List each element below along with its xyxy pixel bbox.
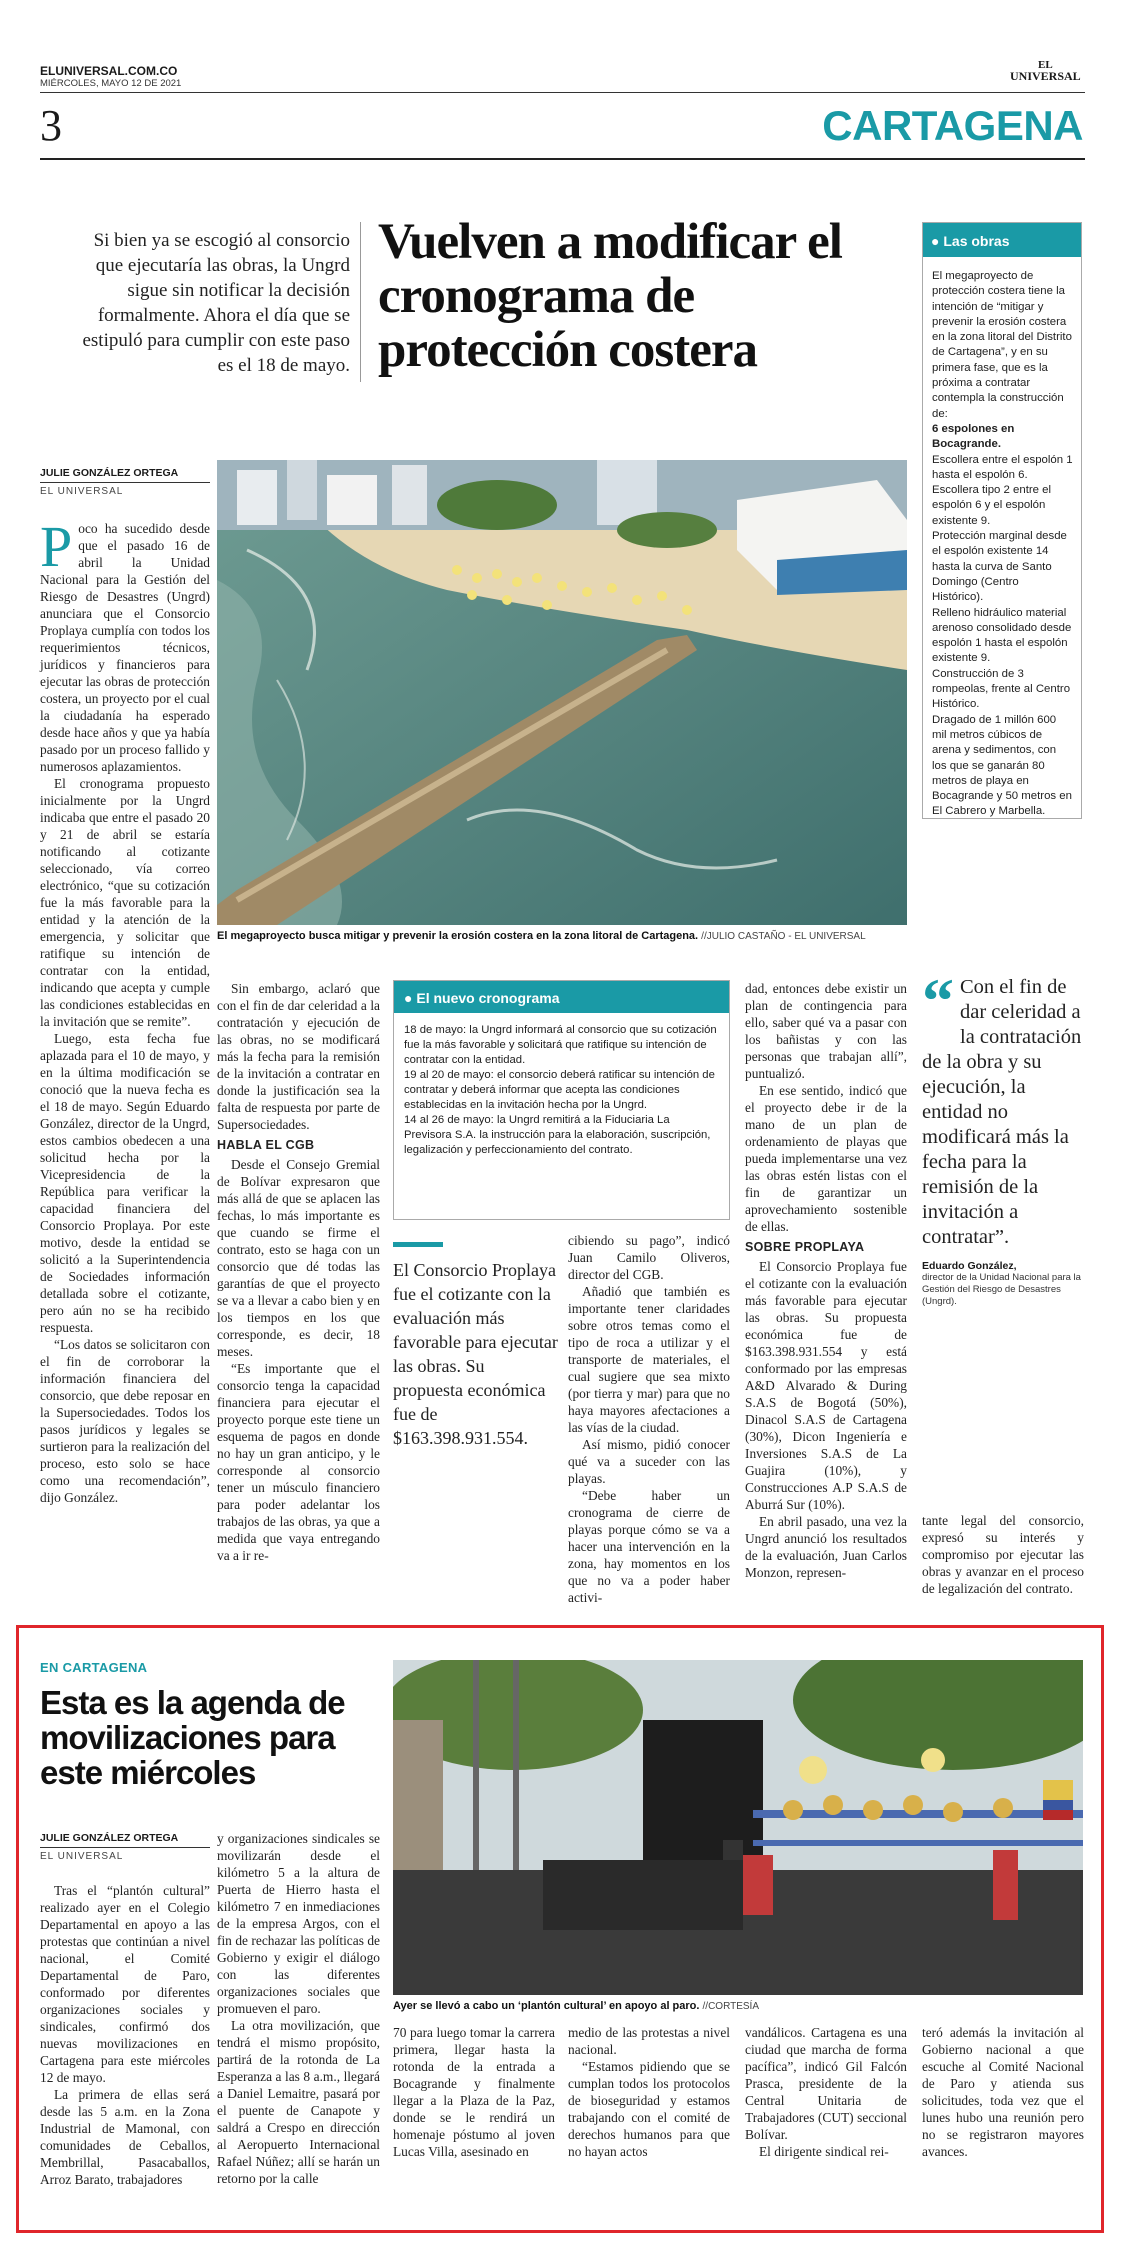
page-number: 3 xyxy=(40,101,62,150)
second-col-5: vandálicos. Cartagena es una ciudad que marcha de forma pacífica”, indicó Gil Falcón Prasca, presidente de la Central Unitaria de Trabajadores (CUT) seccional Bolívar. El dirigente sindical rei- xyxy=(745,2025,907,2159)
quote-author: Eduardo González, xyxy=(922,1260,1017,1272)
main-col-1: Poco ha sucedido desde que el pasado 16 de abril la Unidad Nacional para la Gestión del Riesgo de Desastres (Ungrd) anunciara que el Consorcio Proplaya cumplía con todos los requerimientos técnicos, jurídicos y financieros para ejecutar las obras de protección costera, un proyecto por el cual la ciudadanía ha esperado desde hace años y que ya había pasado por un proceso fallido y numerosos aplazamientos. El cronograma propuesto inicialmente por la Ungrd indicaba que entre el pasado 20 y 21 de abril se estaría notificando al cotizante seleccionado, vía correo electrónico, “que su cotización fue la más favorable para la entidad y la atención de la emergencia, y solicitar que ratifique su intención de contratar con la entidad, indicando que acepta y cumple las condiciones establecidas en la invitación que se remite”. Luego, esta fecha fue aplazada para el 10 de mayo, y en la última modificación se conoció que la nueva fecha es el 18 de mayo. Según Eduardo González, director de la Ungrd, estos cambios obedecen a una solicitud hecha por la Vicepresidencia de la República para verificar la capacidad financiera del Consorcio Proplaya. Por este motivo, desde la entidad se solicitó a la Superintendencia de Sociedades información detallada sobre el cotizante, pero aún no se ha recibido respuesta. “Los datos se solicitaron con el fin de corroborar la información financiera del consorcio, que debe reposar en la Supersociedades. Todos los pasos jurídicos y legales se surtieron para la realización del proceso, esto solo se hace como una recomendación”, dijo González. xyxy=(40,514,210,1505)
bullet-icon: ● xyxy=(931,233,940,249)
pullquote-accent xyxy=(393,1242,443,1247)
second-photo-caption: Ayer se llevó a cabo un ‘plantón cultural’ en apoyo al paro. //CORTESÍA xyxy=(393,2000,760,2012)
second-col-3: 70 para luego tomar la carrera primera, llegar hasta la rotonda de la entrada a Bocagrande y finalmente llegar a la Plaza de la Paz, donde se le rendirá un homenaje póstumo al joven Lucas Villa, asesinado en xyxy=(393,2025,555,2159)
second-photo xyxy=(393,1660,1083,1995)
second-col-6: teró además la invitación al Gobierno nacional a que escuche al Comité Nacional de Paro y atienda sus solicitudes, toda vez que el lunes hubo una reunión pero no se registraron mayores avances. xyxy=(922,2025,1084,2159)
masthead-rule xyxy=(40,92,1085,93)
dropcap: P xyxy=(40,514,73,579)
headline: Vuelven a modificar el cronograma de protección costera xyxy=(378,214,842,378)
quote-mark-icon: “ xyxy=(922,965,954,1036)
lead-paragraph: Poco ha sucedido desde que el pasado 16 de abril la Unidad Nacional para la Gestión del Riesgo de Desastres (Ungrd) anunciara que el Consorcio Proplaya cumplía con todos los requerimientos técnicos, jurídicos y financieros para ejecutar las obras de protección costera, un proyecto por el cual la ciudadanía ha esperado desde hace años y que ya había pasado por un proceso fallido y numerosos aplazamientos. xyxy=(40,514,210,774)
main-col-3: cibiendo su pago”, indicó Juan Camilo Oliveros, director del CGB. Añadió que también es importante tener claridades sobre otros temas como el tipo de roca a utilizar y el transporte de materiales, el cual sugiere que sea mixto (por tierra y mar) para que no haya mayores afectaciones a las vías de la ciudad. Así mismo, pidió conocer qué va a suceder con las playas. “Debe haber un cronograma de cierre de playas porque cómo se va a hacer una intervención en la zona, hay momentos en los que no va a poder haber activi- xyxy=(568,1233,730,1605)
kicker: EN CARTAGENA xyxy=(40,1660,148,1675)
byline: JULIE GONZÁLEZ ORTEGA EL UNIVERSAL xyxy=(40,467,210,497)
main-photo xyxy=(217,460,907,925)
quote-text: “ Con el fin de dar celeridad a la contratación de la obra y su ejecución, la entidad no modificará más la fecha para la remisión de la invitación a contratar”. xyxy=(922,965,1082,1248)
pullquote-mid: El Consorcio Proplaya fue el cotizante con la evaluación más favorable para ejecutar las obras. Su propuesta económica fue de $163.398.931.554. xyxy=(393,1260,558,1448)
cronograma-box-header: ● El nuevo cronograma xyxy=(394,981,729,1013)
deck: Si bien ya se escogió al consorcio que ejecutaría las obras, la Ungrd sigue sin notificar la decisión formalmente. Ahora el día que se estipuló para cumplir con este paso es el 18 de mayo. xyxy=(82,230,350,376)
cronograma-box xyxy=(393,980,730,1220)
quote-author-role: director de la Unidad Nacional para la Gestión del Riesgo de Desastres (Ungrd). xyxy=(922,1272,1081,1307)
protest-image xyxy=(393,1660,1083,1995)
logo: EL UNIVERSAL xyxy=(1010,59,1081,83)
section-rule xyxy=(40,158,1085,160)
second-col-2: y organizaciones sindicales se movilizarán desde el kilómetro 5 a la altura de Puerta de Hierro hasta el kilómetro 7 en inmediaciones de la empresa Argos, con el fin de rechazar las políticas de Gobierno y exigir el diálogo con las diferentes organizaciones sociales que promueven el paro. La otra movilización, que tendrá el mismo propósito, partirá de la rotonda de La Esperanza a las 8 a.m., llegará a Daniel Lemaitre, pasará por el puente de Canapote y saldrá a Crespo en dirección al Aeropuerto Internacional Rafael Núñez; allí se harán un retorno por la calle xyxy=(217,1831,380,2186)
second-headline: Esta es la agenda de movilizaciones para este miércoles xyxy=(40,1684,345,1791)
main-col-2: Sin embargo, aclaró que con el fin de dar celeridad a la contratación y ejecución de las obras, no se modificará más la fecha para la remisión de la invitación a contratar en donde la justificación sea la falta de respuesta por parte de Supersociedades. HABLA EL CGB Desde el Consejo Gremial de Bolívar expresaron que más allá de que se aplacen las fechas, lo más importante es que cuando se firme el contrato, esto se haga con un consorcio que dé todas las garantías de que el proyecto se va a llevar a cabo bien y en los tiempos en los que corresponde, es decir, 18 meses. “Es importante que el consorcio tenga la capacidad financiera para ejecutar el proyecto porque este tiene un esquema de pagos en donde no hay un gran anticipo, y le corresponde al consorcio tener un músculo financiero para poder adelantar los trabajos de las obras, ya que a medida que vaya entregando va a ir re- xyxy=(217,981,380,1563)
second-byline: JULIE GONZÁLEZ ORTEGA EL UNIVERSAL xyxy=(40,1832,210,1862)
beach-aerial-image xyxy=(217,460,907,925)
main-photo-caption: El megaproyecto busca mitigar y prevenir la erosión costera en la zona litoral de Cartagena. //JULIO CASTAÑO - EL UNIVERSAL xyxy=(217,930,866,942)
quote-right xyxy=(922,965,1084,1308)
obras-box-header: ● Las obras xyxy=(923,223,1081,257)
main-col-5-tail: tante legal del consorcio, expresó su interés y compromiso por ejecutar las obras y avanzar en el proceso de legalización del contrato. xyxy=(922,1513,1084,1596)
obras-box-body: El megaproyecto de protección costera tiene la intención de “mitigar y prevenir la erosión costera en la zona litoral del Distrito de Cartagena”, y en su primera fase, que es la próxima a contratar contempla la construcción de: 6 espolones en Bocagrande. Escollera entre el espolón 1 hasta el espolón 6. Escollera tipo 2 entre el espolón 6 y el espolón existente 9. Protección marginal desde el espolón existente 14 hasta la curva de Santo Domingo (Centro Histórico). Relleno hidráulico material arenoso consolidado desde espolón 1 hasta el espolón existente 9. Construcción de 3 rompeolas, frente al Centro Histórico. Dragado de 1 millón 600 mil metros cúbicos de arena y sedimentos, con los que se ganarán 80 metros de playa en Bocagrande y 50 metros en El Cabrero y Marbella. xyxy=(932,270,1073,818)
obras-box xyxy=(922,222,1082,819)
second-col-4: medio de las protestas a nivel nacional. “Estamos pidiendo que se cumplan todos los protocolos de bioseguridad y estamos trabajando con el comité de derechos humanos para que no hayan actos xyxy=(568,2025,730,2159)
main-col-4: dad, entonces debe existir un plan de contingencia para ello, saber qué va a pasar con los bañistas y con las personas que trabajan allí”, puntualizó. En ese sentido, indicó que el proyecto debe ir de la mano de un plan de ordenamiento de playas que pueda implementarse una vez las obras estén listas con el fin de garantizar un aprovechamiento sostenible de ellas. SOBRE PROPLAYA El Consorcio Proplaya fue el cotizante con la evaluación más favorable para ejecutar las obras. Su propuesta económica fue de $163.398.931.554 y está conformado por las empresas A&D Alvarado & During S.A.S de Bogotá (50%), Dinacol S.A.S de Cartagena (30%), Dicon Ingeniería e Inversiones S.A.S de La Guajira (10%), y Construcciones A.P S.A.S de Aburrá Sur (10%). En abril pasado, una vez la Ungrd anunció los resultados de la evaluación, Juan Carlos Monzon, represen- xyxy=(745,981,907,1580)
cronograma-box-body: 18 de mayo: la Ungrd informará al consorcio que su cotización fue la más favorable y solicitará que ratifique su intención de contratar con la entidad. 19 al 20 de mayo: el consorcio deberá ratificar su intención de contratar y deberá informar que acepta las condiciones establecidas en la invitación hecha por la Ungrd. 14 al 26 de mayo: la Ungrd remitirá a la Fiduciaria La Previsora S.A. la instrucción para la elaboración, suscripción, legalización y perfeccionamiento del contrato. xyxy=(404,1024,717,1156)
section-title: CARTAGENA xyxy=(822,102,1083,149)
second-col-1: Tras el “plantón cultural” realizado ayer en el Colegio Departamental en apoyo a las protestas que continúan a nivel nacional, el Comité Departamental de Paro, conformado por diferentes organizaciones sociales y sindicales, confirmó dos nuevas movilizaciones en Cartagena para este miércoles 12 de mayo. La primera de ellas será desde las 5 a.m. en la Zona Industrial de Mamonal, con comunidades de Ceballos, Membrillal, Pasacaballos, Arroz Barato, trabajadores xyxy=(40,1883,210,2187)
bullet-icon: ● xyxy=(404,990,413,1006)
site-url[interactable]: ELUNIVERSAL.COM.CO xyxy=(40,64,178,78)
deck-divider xyxy=(360,222,361,382)
issue-date: MIÉRCOLES, MAYO 12 DE 2021 xyxy=(40,78,182,89)
